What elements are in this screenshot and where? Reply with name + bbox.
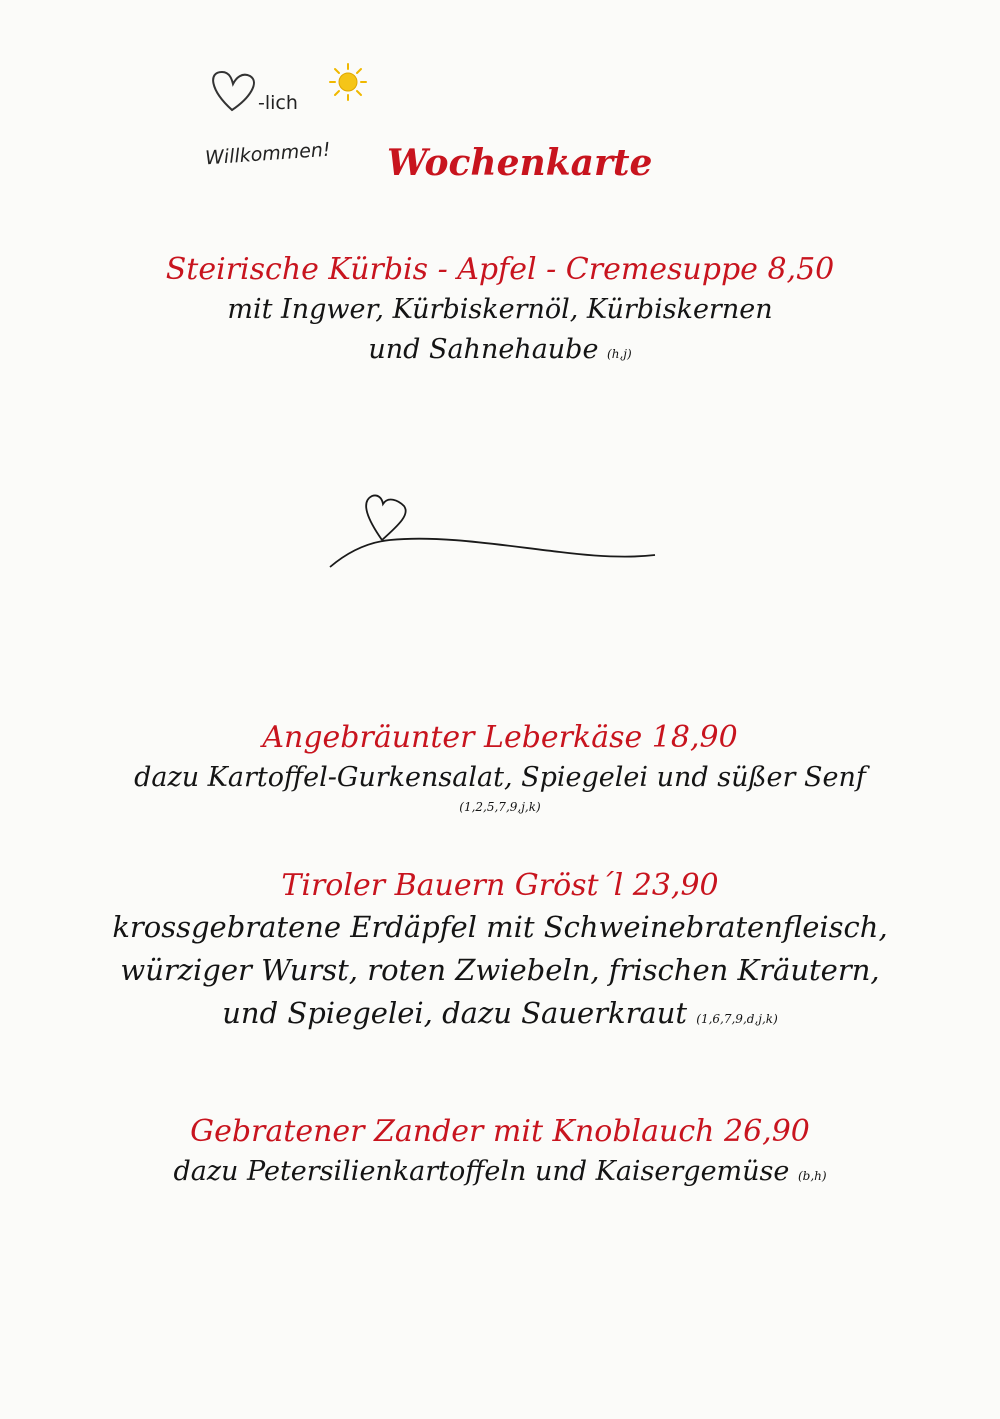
dish-description-line: und Spiegelei, dazu Sauerkraut	[222, 996, 688, 1030]
dish-description	[0, 330, 1000, 370]
heart-line-divider	[320, 480, 670, 630]
dish-description: würziger Wurst, roten Zwiebeln, frischen Kräutern,	[120, 953, 880, 987]
welcome-logo	[200, 60, 370, 190]
dish-name: Tiroler Bauern Gröst´l 23,90	[281, 868, 719, 903]
allergen-codes: (1,6,7,9,d,j,k)	[696, 1012, 778, 1026]
page-title: Wochenkarte	[387, 142, 653, 184]
dish-description: mit Ingwer, Kürbiskernöl, Kürbiskernen	[227, 294, 773, 325]
allergen-codes: (1,2,5,7,9,j,k)	[459, 800, 541, 814]
allergen-codes: (h,j)	[607, 347, 632, 361]
logo-welcome-text: Willkommen!	[204, 138, 332, 170]
dish-description	[0, 1152, 1000, 1192]
dish-soup	[0, 250, 1000, 370]
dish-groestl	[0, 866, 1000, 1035]
dish-zander	[0, 1112, 1000, 1192]
dish-description: krossgebratene Erdäpfel mit Schweinebratenfleisch,	[112, 910, 888, 944]
dish-description-line: dazu Petersilienkartoffeln und Kaisergemüse	[173, 1156, 790, 1187]
heart-sun-icon	[200, 60, 370, 190]
dish-description	[0, 992, 1000, 1035]
dish-leberkaese	[0, 718, 1000, 816]
allergen-codes: (b,h)	[797, 1169, 827, 1183]
dish-description: dazu Kartoffel-Gurkensalat, Spiegelei und süßer Senf	[134, 762, 866, 793]
logo-lich-text: -lich	[258, 92, 298, 114]
dish-name: Steirische Kürbis - Apfel - Cremesuppe 8,50	[165, 252, 835, 287]
dish-description-line: und Sahnehaube	[368, 334, 599, 365]
dish-name: Gebratener Zander mit Knoblauch 26,90	[190, 1114, 810, 1149]
dish-name: Angebräunter Leberkäse 18,90	[262, 720, 738, 755]
